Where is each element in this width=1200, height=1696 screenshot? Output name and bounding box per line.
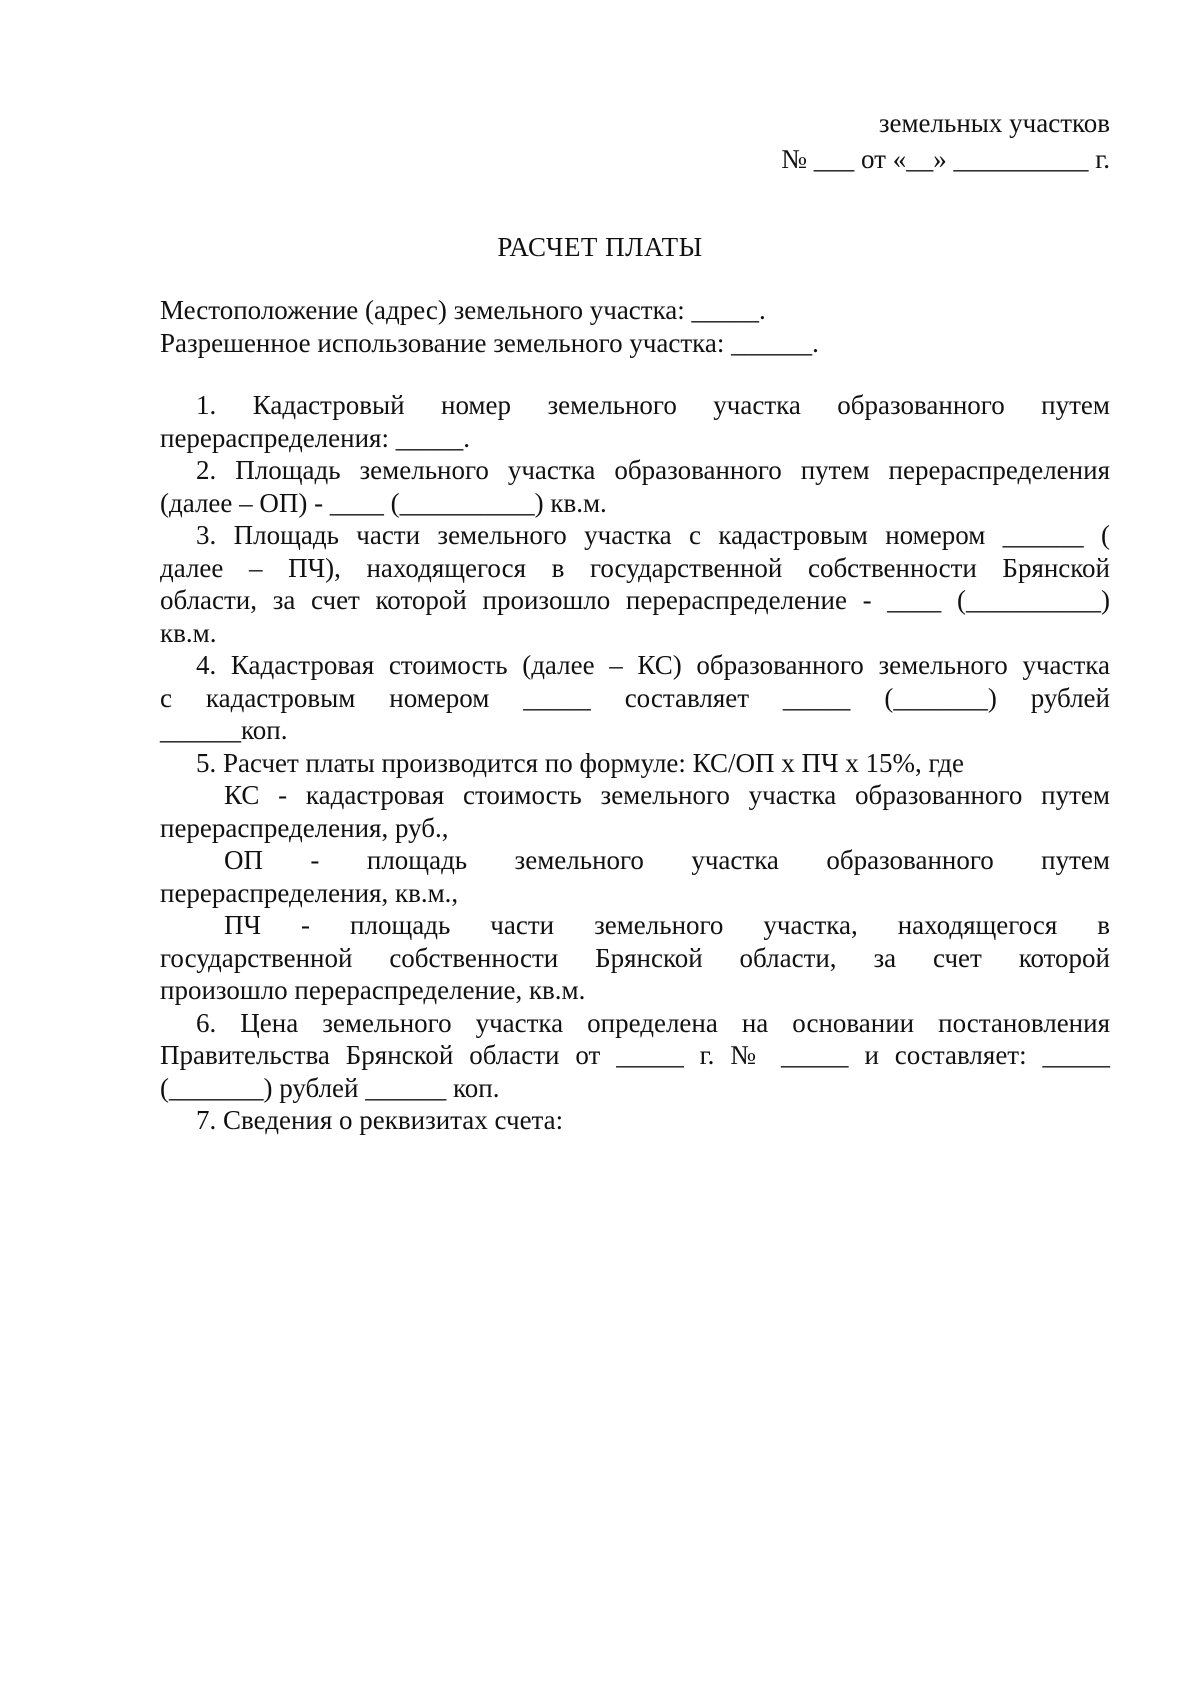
item-6-line-2: Правительства Брянской области от _____ г. № _____ и составляет: _____ (160, 1040, 1110, 1070)
usage-line: Разрешенное использование земельного участка: ______. (160, 327, 819, 358)
item-4-line-1: 4. Кадастровая стоимость (далее – КС) образованного земельного участка (196, 650, 1110, 680)
item-2-line-2: (далее – ОП) - ____ (__________) кв.м. (160, 487, 607, 518)
header-land-plots: земельных участков (878, 108, 1110, 138)
item-5-pch-def: ПЧ - площадь части земельного участка, находящегося в (224, 910, 1110, 940)
item-3-line-1: 3. Площадь части земельного участка с кадастровым номером ______ ( (196, 520, 1110, 550)
spacer (160, 359, 1110, 389)
item-5-pch-def-cont-1: государственной собственности Брянской области, за счет которой (160, 942, 1110, 973)
item-3-line-2: далее – ПЧ), находящегося в государственной собственности Брянской (160, 552, 1110, 583)
item-1-line-2: перераспределения: _____. (160, 422, 470, 453)
item-3-line-4: кв.м. (160, 617, 217, 648)
item-3-line-3: области, за счет которой произошло перераспределение - ____ (__________) (160, 585, 1110, 615)
header-number-date: № ___ от «__» __________ г. (781, 144, 1110, 174)
item-6-line-3: (_______) рублей ______ коп. (160, 1072, 500, 1103)
item-5-line-1: 5. Расчет платы производится по формуле: КС/ОП х ПЧ х 15%, где (196, 747, 964, 778)
item-4-line-3: ______коп. (160, 715, 288, 745)
item-6-line-1: 6. Цена земельного участка определена на основании постановления (196, 1007, 1110, 1038)
location-line: Местоположение (адрес) земельного участка: _____. (160, 295, 766, 325)
item-1-line-1: 1. Кадастровый номер земельного участка образованного путем (196, 390, 1110, 420)
item-5-pch-def-cont-2: произошло перераспределение, кв.м. (160, 975, 586, 1005)
item-5-ks-def-cont: перераспределения, руб., (160, 812, 449, 843)
item-4-line-2: с кадастровым номером _____ составляет _____ (_______) рублей (160, 682, 1110, 713)
item-2-line-1: 2. Площадь земельного участка образованного путем перераспределения (196, 455, 1110, 485)
item-5-op-def: ОП - площадь земельного участка образованного путем (224, 845, 1110, 875)
item-7-line: 7. Сведения о реквизитах счета: (196, 1105, 564, 1135)
item-5-ks-def: КС - кадастровая стоимость земельного участка образованного путем (224, 780, 1110, 810)
item-5-op-def-cont: перераспределения, кв.м., (160, 877, 459, 908)
document-body (160, 294, 1110, 1137)
document-title: РАСЧЕТ ПЛАТЫ (497, 232, 703, 262)
